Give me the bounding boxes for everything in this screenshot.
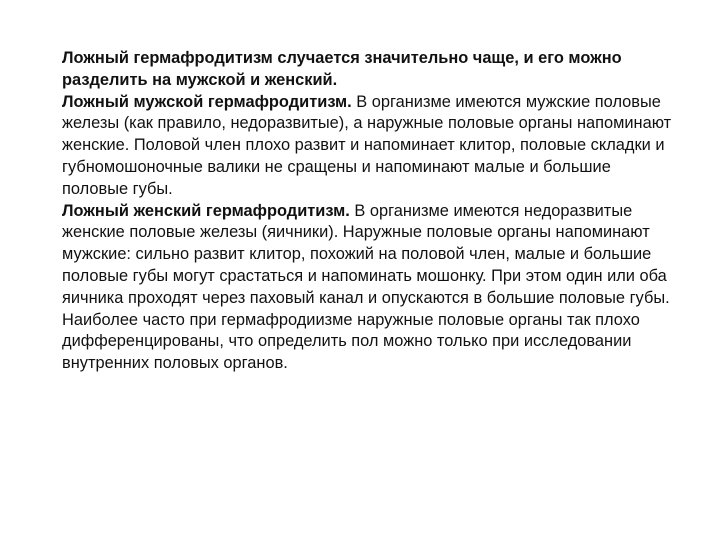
intro-paragraph: Ложный гермафродитизм случается значительно чаще, и его можно разделить на мужской и женский. [62, 49, 622, 89]
female-text: В организме имеются недоразвитые женские половые железы (яичники). Наружные половые органы напоминают мужские: сильно развит клитор, похожий на половой член, малые и большие половые губы могут срастаться и напоминать мошонку. При этом один или оба яичника проходят через паховый канал и опускаются в большие половые губы. [62, 201, 670, 307]
conclusion-paragraph: Наиболее часто при гермафродиизме наружные половые органы так плохо дифференцированы, что определить пол можно только при исследовании внутренних половых органов. [62, 310, 640, 373]
male-paragraph [62, 92, 672, 201]
text-block [62, 48, 672, 375]
female-paragraph [62, 201, 672, 310]
male-heading: Ложный мужской гермафродитизм. [62, 92, 352, 111]
male-text: В организме имеются мужские половые железы (как правило, недоразвитые), а наружные половые органы напоминают женские. Половой член плохо развит и напоминает клитор, половые складки и губномошоночные валики не сращены и напоминают малые и большие половые губы. [62, 92, 672, 198]
female-heading: Ложный женский гермафродитизм. [62, 201, 350, 220]
